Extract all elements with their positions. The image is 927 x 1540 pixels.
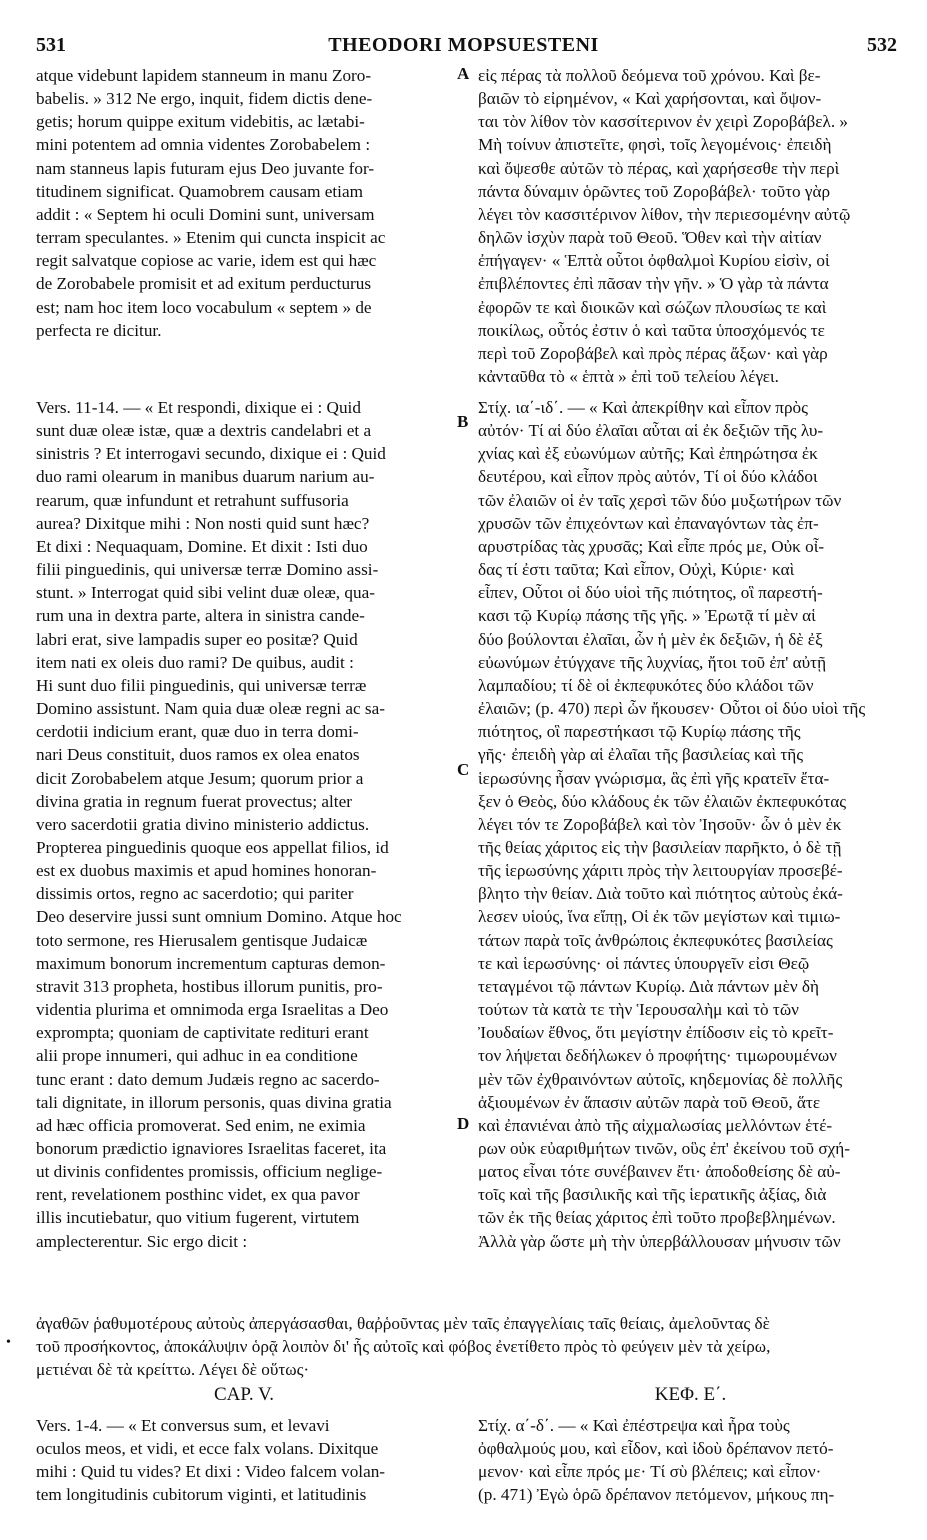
text-line: μενον· καὶ εἶπε πρός με· Τί σὺ βλέπεις; καὶ εἶπον· <box>478 1462 822 1482</box>
greek-column-block-1 <box>478 64 903 388</box>
text-line: λέγει τὸν κασσιτέρινον λίθον, τὴν περιεσομένην αὐτῷ <box>478 204 851 224</box>
text-line: (p. 471) Ἐγὼ ὁρῶ δρέπανον πετόμενον, μήκους πη- <box>478 1485 835 1505</box>
text-line: αὐτόν· Τί αἱ δύο ἐλαῖαι αὗται αἱ ἐκ δεξιῶν τῆς λυ- <box>478 421 824 441</box>
text-line: ὀφθαλμούς μου, καὶ εἶδον, καὶ ἰδοὺ δρέπανον πετό- <box>478 1439 834 1459</box>
spanning-greek-text <box>36 1312 906 1382</box>
text-line: κἀνταῦθα τὸ « ἑπτὰ » ἐπὶ τοῦ τελείου λέγει. <box>478 367 779 387</box>
text-line: regit salvatque copiose ac varie, idem est qui hæc <box>36 251 377 271</box>
text-line: tali dignitate, in illorum personis, quas divina gratia <box>36 1092 392 1112</box>
text-line: εὐωνύμων ἐτύγχανε τῆς λυχνίας, ἤτοι τοῦ ἐπ' αὐτῇ <box>478 652 827 672</box>
text-line: βαιῶν τὸ εἰρημένον, « Καὶ χαρήσονται, καὶ ὄψον- <box>478 89 822 109</box>
text-line: Vers. 11-14. — « Et respondi, dixique ei : Quid <box>36 398 361 417</box>
text-line: δηλῶν ἰσχὺν παρὰ τοῦ Θεοῦ. Ὅθεν καὶ τὴν αἰτίαν <box>478 228 822 248</box>
text-line: rent, revelationem posthinc videt, ex qua pavor <box>36 1185 360 1205</box>
text-line: λεσεν υἱούς, ἵνα εἴπῃ, Οἱ ἐκ τῶν μεγίστων καὶ τιμιω- <box>478 907 841 927</box>
text-line: amplecterentur. Sic ergo dicit : <box>36 1231 248 1251</box>
text-line: Μὴ τοίνυν ἀπιστεῖτε, φησὶ, τοῖς λεγομένοις· ἐπειδὴ <box>478 135 832 155</box>
text-line: Propterea pinguedinis quoque eos appellat filios, id <box>36 837 389 857</box>
text-line: Hi sunt duo filii pinguedinis, qui universæ terræ <box>36 675 367 695</box>
text-line: aurea? Dixitque mihi : Non nosti quid sunt hæc? <box>36 513 370 533</box>
text-line: λέγει τόν τε Ζοροβάβελ καὶ τὸν Ἰησοῦν· ὧν ὁ μὲν ἐκ <box>478 814 842 834</box>
text-line: γῆς· ἐπειδὴ γὰρ αἱ ἐλαῖαι τῆς βασιλείας καὶ τῆς <box>478 745 804 765</box>
text-line: duo rami olearum in manibus duarum narium au- <box>36 467 375 487</box>
text-line: dissimis ortos, regno ac sacerdotio; qui pariter <box>36 884 354 904</box>
text-line: divina gratia in regnum fuerat provectus; alter <box>36 791 352 811</box>
text-line: nam stanneus lapis futuram ejus Deo juvante for- <box>36 158 375 178</box>
text-line: ad hæc officia promoverat. Sed enim, ne eximia <box>36 1115 366 1135</box>
text-line: labri erat, sive lampadis super eo positæ? Quid <box>36 629 358 649</box>
text-line: ἐπήγαγεν· « Ἑπτὰ οὗτοι ὀφθαλμοὶ Κυρίου εἰσὶν, οἱ <box>478 251 830 271</box>
text-line: sinistris ? Et interrogavi secundo, dixique ei : Quid <box>36 444 386 464</box>
greek-column-block-2 <box>478 396 903 1253</box>
page-number-right: 532 <box>867 34 897 56</box>
page-number-left: 531 <box>36 34 66 56</box>
text-line: nari Deus constituit, duos ramos ex olea enatos <box>36 745 360 765</box>
text-line: δας τί ἐστι ταῦτα; Καὶ εἶπον, Οὐχὶ, Κύριε· καὶ <box>478 560 795 580</box>
text-line: τῆς ἱερωσύνης χάριτι πρὸς τὴν λειτουργίαν προσεβέ- <box>478 861 843 881</box>
text-line: ἐπιβλέποντες ἐπὶ πᾶσαν τὴν γῆν. » Ὁ γὰρ τὰ πάντα <box>478 274 829 294</box>
text-line: toto sermone, res Hierusalem gentisque Judaicæ <box>36 930 368 950</box>
text-line: τῶν ἐλαιῶν οἱ ἐν ταῖς χερσὶ τῶν δύο μυξωτήρων τῶν <box>478 490 842 510</box>
text-line: χνίας καὶ ἐξ εὐωνύμων αὐτῆς; Καὶ ἐπηρώτησα ἐκ <box>478 444 818 464</box>
latin-column-block-2 <box>36 396 452 1253</box>
text-line: ποικίλως, οὗτός ἐστιν ὁ καὶ ταῦτα ὑποσχόμενός τε <box>478 320 825 340</box>
running-title: THEODORI MOPSUESTENI <box>328 34 599 56</box>
text-line: περὶ τοῦ Ζοροβάβελ καὶ πρὸς πέρας ἄξων· καὶ γὰρ <box>478 343 828 363</box>
text-line: est ex duobus maximis et apud homines honoran- <box>36 861 377 881</box>
text-line: μετιέναι δὲ τὰ κρείττω. Λέγει δὲ οὕτως· <box>36 1360 310 1380</box>
greek-paragraph <box>478 64 903 388</box>
text-line: vero sacerdotii gratia divino ministerio addictus. <box>36 814 370 834</box>
latin-column-block-3 <box>36 1414 452 1507</box>
text-line: ἱερωσύνης ἦσαν γνώρισμα, ἃς ἐπὶ γῆς κρατεῖν ἔτα- <box>478 768 830 788</box>
text-line: addit : « Septem hi oculi Domini sunt, universam <box>36 204 375 224</box>
chapter-heading-greek: ΚΕΦ. Ε΄. <box>654 1384 727 1405</box>
text-line: τεταγμένοι τῷ πάντων Κυρίῳ. Διὰ πάντων μὲν δὴ <box>478 976 819 996</box>
greek-column-block-3 <box>478 1414 903 1507</box>
text-line: τάτων παρὰ τοῖς ἀνθρώποις ἐκπεφυκότες βασιλείας <box>478 930 833 950</box>
text-line: oculos meos, et vidi, et ecce falx volans. Dixitque <box>36 1439 379 1459</box>
text-line: καὶ ὄψεσθε αὐτῶν τὸ πέρας, καὶ χαρήσεσθε τὴν περὶ <box>478 158 840 178</box>
text-line: rearum, quæ infundunt et retrahunt suffusoria <box>36 490 349 510</box>
text-line: τε καὶ ἱερωσύνης· οἱ πάντες ὑπουργεῖν εἰσι Θεῷ <box>478 953 810 973</box>
text-line: ρων οὐκ εὐαριθμήτων τινῶν, οὓς ἐπ' ἐκείνου τοῦ σχή- <box>478 1139 850 1158</box>
text-line: λαμπαδίου; τί δὲ οἱ ἐκπεφυκότες δύο κλάδοι τῶν <box>478 675 814 695</box>
text-line: babelis. » 312 Ne ergo, inquit, fidem dictis dene- <box>36 89 373 109</box>
latin-paragraph <box>36 64 452 342</box>
chapter-heading-latin: CAP. V. <box>213 1384 275 1405</box>
text-line: Στίχ. ια΄-ιδ΄. — « Καὶ ἀπεκρίθην καὶ εἶπον πρὸς <box>478 398 808 417</box>
text-line: tunc erant : dato demum Judæis regno ac sacerdo- <box>36 1069 380 1089</box>
text-line: βλητο τὴν θείαν. Διὰ τοῦτο καὶ πιότητος αὐτοὺς ἐκά- <box>478 884 843 904</box>
text-line: αρυστρίδας τὰς χρυσᾶς; Καὶ εἶπε πρός με, Οὐκ οἶ- <box>478 536 825 556</box>
text-line: dicit Zorobabelem atque Jesum; quorum prior a <box>36 768 364 788</box>
greek-paragraph <box>478 1414 903 1507</box>
text-line: stravit 313 propheta, hostibus illorum punitis, pro- <box>36 976 383 996</box>
text-line: Et dixi : Nequaquam, Domine. Et dixit : Isti duo <box>36 536 368 556</box>
text-line: τον λήψεται δεδήλωκεν ὁ προφήτης· τιμωρουμένων <box>478 1046 837 1066</box>
text-line: κασι τῷ Κυρίῳ πάσης τῆς γῆς. » Ἐρωτᾷ τί μὲν αἱ <box>478 606 816 626</box>
latin-column-block-1 <box>36 64 452 342</box>
text-line: Vers. 1-4. — « Et conversus sum, et levavi <box>36 1416 330 1435</box>
text-line: τούτων τὰ κατὰ τε τὴν Ἱερουσαλὴμ καὶ τὸ τῶν <box>478 1000 799 1020</box>
text-line: ἀξιουμένων ἐν ἅπασιν αὐτῶν παρὰ τοῦ Θεοῦ, ἅτε <box>478 1092 821 1112</box>
text-line: ἐφορῶν τε καὶ διοικῶν καὶ σώζων πλουσίως τε καὶ <box>478 297 827 317</box>
text-line: δευτέρου, καὶ εἶπον πρὸς αὐτόν, Τί οἱ δύο κλάδοι <box>478 467 818 487</box>
text-line: atque videbunt lapidem stanneum in manu Zoro- <box>36 66 372 85</box>
text-line: τοῖς καὶ τῆς βασιλικῆς καὶ τῆς ἱερατικῆς ἀξίας, διὰ <box>478 1185 827 1205</box>
text-line: Domino assistunt. Nam quia duæ oleæ regni ac sa- <box>36 699 385 719</box>
text-line: ἐλαιῶν; (p. 470) περὶ ὧν ἤκουσεν· Οὗτοι οἱ δύο υἱοὶ τῆς <box>478 699 866 719</box>
text-line: videntia plurima et omnimoda erga Israelitas a Deo <box>36 1000 389 1020</box>
text-line: τοῦ προσήκοντος, ἀποκάλυψιν ὁρᾷ λοιπὸν δι' ἧς αὐτοῖς καὶ φόβος ἐνετίθετο πρὸς τὸ φεύγειν μὲν τὰ χείρω, <box>36 1337 771 1357</box>
text-line: καὶ ἐπανιέναι ἀπὸ τῆς αἰχμαλωσίας μελλόντων ἑτέ- <box>478 1115 833 1135</box>
text-line: Στίχ. α΄-δ΄. — « Καὶ ἐπέστρεψα καὶ ἦρα τοὺς <box>478 1416 790 1435</box>
text-line: getis; horum quippe exitum videbitis, ac lætabi- <box>36 112 365 132</box>
text-line: mini potentem ad omnia videntes Zorobabelem : <box>36 135 371 155</box>
text-line: ται τὸν λίθον τὸν κασσίτερινον ἐν χειρὶ Ζοροβάβελ. » <box>478 112 849 132</box>
text-line: μὲν τῶν ἐχθραινόντων αὐτοῖς, κηδεμονίας δὲ πολλῆς <box>478 1069 843 1089</box>
text-line: stunt. » Interrogat quid sibi velint duæ oleæ, qua- <box>36 583 375 603</box>
margin-marker-d: D <box>457 1114 470 1133</box>
text-line: de Zorobabele promisit et ad exitum perducturus <box>36 274 372 294</box>
text-line: χρυσῶν τῶν ἐπιχεόντων καὶ ἐπαναγόντων τὰς ἐπ- <box>478 513 819 533</box>
text-line: Ἀλλὰ γὰρ ὥστε μὴ τὴν ὑπερβάλλουσαν μήνυσιν τῶν <box>478 1231 841 1251</box>
text-line: maximum bonorum incrementum capturas demon- <box>36 953 386 973</box>
latin-paragraph <box>36 1414 452 1507</box>
text-line: ἀγαθῶν ῥαθυμοτέρους αὐτοὺς ἀπεργάσασθαι, θαῤῥοῦντας μὲν ταῖς ἐπαγγελίαις ταῖς θείαις, ἀμελοῦντας δὲ <box>36 1314 770 1333</box>
text-line: ματος εἶναι τότε συνέβαινεν ἔτι· ἀποδοθείσης δὲ αὐ- <box>478 1162 841 1182</box>
text-line: ξεν ὁ Θεὸς, δύο κλάδους ἐκ τῶν ἐλαιῶν ἐκπεφυκότας <box>478 791 847 811</box>
text-line: filii pinguedinis, qui universæ terræ Domino assi- <box>36 560 379 580</box>
margin-dot: • <box>6 1335 11 1350</box>
text-line: perfecta re dicitur. <box>36 320 162 340</box>
margin-marker-c: C <box>457 760 470 779</box>
text-line: item nati ex oleis duo rami? De quibus, audit : <box>36 652 354 672</box>
text-line: bonorum prædictio ignaviores Israelitas faceret, ita <box>36 1139 387 1158</box>
latin-paragraph <box>36 396 452 1253</box>
text-line: τῆς θείας χάριτος εἰς τὴν βασιλείαν παρῆκτο, ὁ δὲ τῇ <box>478 837 842 857</box>
text-line: cerdotii indicium erant, quæ duo in terra domi- <box>36 722 359 742</box>
text-line: illis incutiebatur, quo vitium fugerent, virtutem <box>36 1208 360 1228</box>
text-line: εἶπεν, Οὗτοι οἱ δύο υἱοὶ τῆς πιότητος, οἳ παρεστή- <box>478 583 823 603</box>
text-line: alii prope innumeri, qui adhuc in ea conditione <box>36 1046 358 1066</box>
text-line: Ἰουδαίων ἔθνος, ὅτι μεγίστην ἐπίδοσιν εἰς τὸ κρεῖτ- <box>478 1023 834 1043</box>
margin-marker-b: B <box>457 412 469 431</box>
text-line: πιότητος, οἳ παρεστήκασι τῷ Κυρίῳ πάσης τῆς <box>478 722 801 742</box>
text-line: tem longitudinis cubitorum viginti, et latitudinis <box>36 1485 367 1505</box>
margin-marker-a: A <box>457 64 470 83</box>
text-line: rum una in dextra parte, altera in sinistra cande- <box>36 606 365 626</box>
text-line: εἰς πέρας τὰ πολλοῦ δεόμενα τοῦ χρόνου. Καὶ βε- <box>478 66 821 85</box>
text-line: δύο βούλονται ἐλαῖαι, ὧν ἡ μὲν ἐκ δεξιῶν, ἡ δὲ ἐξ <box>478 629 823 649</box>
text-line: titudinem significat. Quamobrem causam etiam <box>36 181 363 201</box>
text-line: est; nam hoc item loco vocabulum « septem » de <box>36 297 372 317</box>
text-line: mihi : Quid tu vides? Et dixi : Video falcem volan- <box>36 1462 386 1482</box>
text-line: τῶν ἐκ τῆς θείας χάριτος ἐπὶ τοῦτο προβεβλημένων. <box>478 1208 836 1228</box>
text-line: terram speculantes. » Etenim qui cuncta inspicit ac <box>36 228 386 248</box>
text-line: Deo deservire jussi sunt omnium Domino. Atque hoc <box>36 907 402 927</box>
text-line: πάντα δύναμιν ὁρῶντες τοῦ Ζοροβάβελ· τοῦτο γὰρ <box>478 181 831 201</box>
text-line: sunt duæ oleæ istæ, quæ a dextris candelabri et a <box>36 421 372 441</box>
text-line: exprompta; quoniam de captivitate redituri erant <box>36 1023 369 1043</box>
greek-paragraph <box>478 396 903 1253</box>
text-line: ut divinis confidentes promissis, officium neglige- <box>36 1162 383 1182</box>
